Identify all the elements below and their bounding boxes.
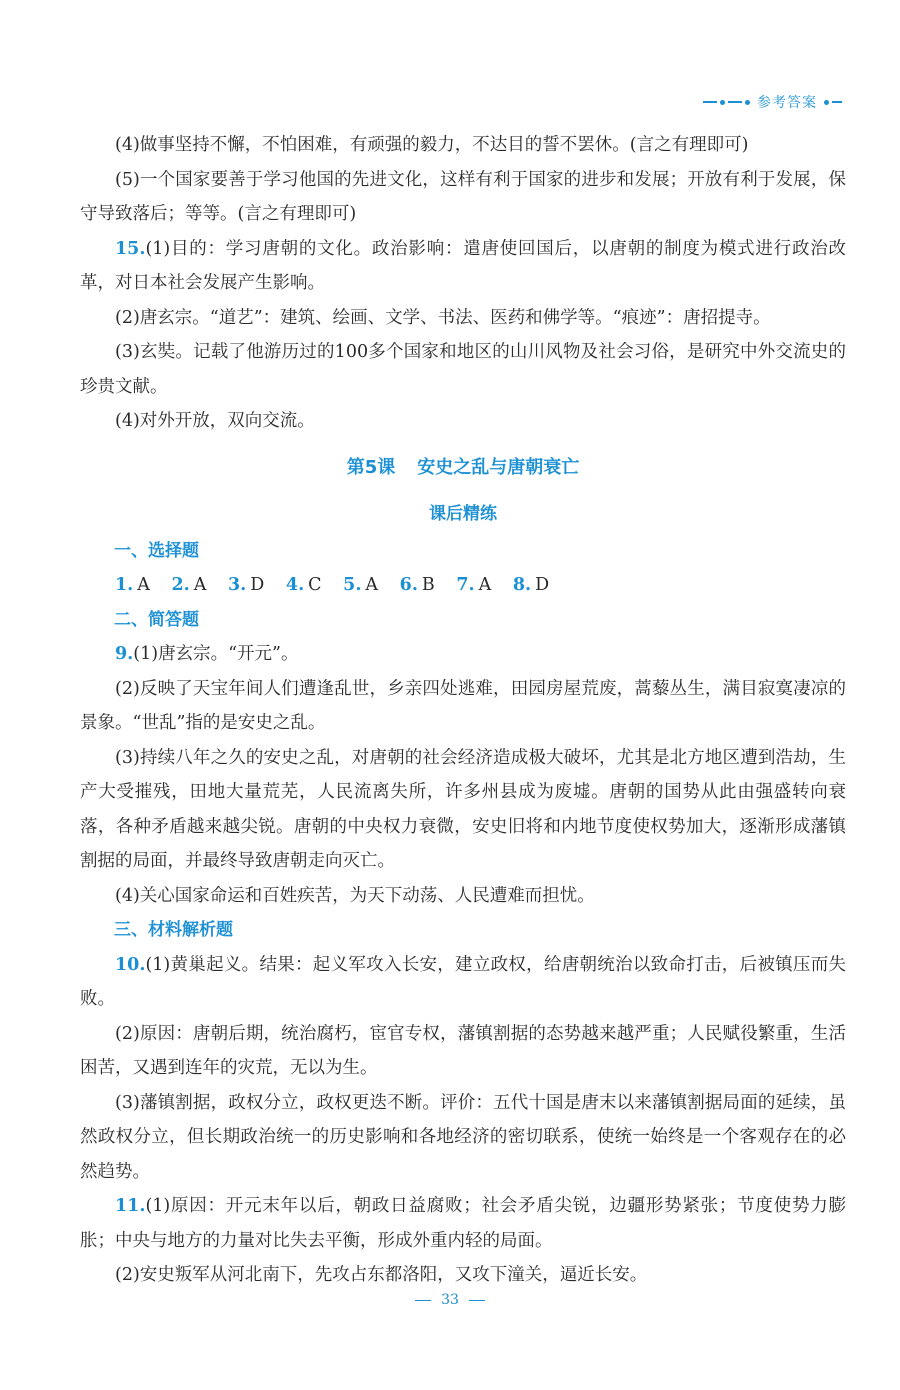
answer-line: (2)安史叛军从河北南下，先攻占东都洛阳，又攻下潼关，逼近长安。: [115, 1265, 648, 1285]
answer-line: (2)反映了天宝年间人们遭逢乱世，乡亲四处逃难，田园房屋荒废，蒿藜丛生，满目寂寞凄凉的景象。“世乱”指的是安史之乱。: [80, 678, 846, 733]
question-number: 10.: [115, 954, 146, 975]
answer-line: (2)唐玄宗。“道艺”：建筑、绘画、文学、书法、医药和佛学等。“痕迹”：唐招提寺。: [115, 307, 771, 328]
answer-line: (5)一个国家要善于学习他国的先进文化，这样有利于国家的进步和发展；开放有利于发展，保守导致落后；等等。(言之有理即可): [80, 169, 846, 224]
answer-line: (4)关心国家命运和百姓疾苦，为天下动荡、人民遭难而担忧。: [115, 885, 595, 906]
page-number: 33: [0, 1292, 900, 1308]
answer-key-tag: [703, 92, 842, 112]
section-heading: 一、选择题: [114, 540, 199, 561]
lesson-title: 第5课 安史之乱与唐朝衰亡: [346, 456, 580, 478]
section-heading: 二、简答题: [114, 609, 199, 630]
answer-line: (2)原因：唐朝后期，统治腐朽，宦官专权，藩镇割据的态势越来越严重；人民赋役繁重，生活困苦，又遇到连年的灾荒，无以为生。: [80, 1023, 846, 1078]
question-number: 11.: [115, 1196, 146, 1216]
question-number: 9.: [115, 644, 134, 664]
multiple-choice-answers: 1. A 2. A 3. D 4. C 5. A 6. B 7. A 8. D: [115, 575, 550, 595]
section-subtitle: 课后精练: [429, 504, 497, 524]
answer-line: (3)藩镇割据，政权分立，政权更迭不断。评价：五代十国是唐末以来藩镇割据局面的延续，虽然政权分立，但长期政治统一的历史影响和各地经济的密切联系，使统一始终是一个客观存在的必然趋势。: [80, 1092, 846, 1182]
question-number: 15.: [115, 238, 146, 259]
answer-line: (3)持续八年之久的安史之乱，对唐朝的社会经济造成极大破坏，尤其是北方地区遭到浩劫，生产大受摧残，田地大量荒芜，人民流离失所，许多州县成为废墟。唐朝的国势从此由强盛转向衰落，各种矛盾越来越尖锐。唐朝的中央权力衰微，安史旧将和内地节度使权势加大，逐渐形成藩镇割据的局面，并最终导致唐朝走向灭亡。: [80, 747, 846, 871]
answer-line: (3)玄奘。记载了他游历过的100多个国家和地区的山川风物及社会习俗，是研究中外交流史的珍贵文献。: [80, 342, 846, 397]
page-content: [80, 128, 846, 1293]
answer-key-label: 参考答案: [757, 95, 817, 111]
answer-line: (4)对外开放，双向交流。: [115, 411, 315, 431]
answer-line: 9.(1)唐玄宗。“开元”。: [115, 644, 299, 664]
answer-line: (4)做事坚持不懈，不怕困难，有顽强的毅力，不达目的誓不罢休。(言之有理即可): [115, 135, 749, 155]
answer-line: 15.(1)目的：学习唐朝的文化。政治影响：遣唐使回国后，以唐朝的制度为模式进行政治改革，对日本社会发展产生影响。: [80, 238, 846, 293]
answer-line: 11.(1)原因：开元末年以后，朝政日益腐败；社会矛盾尖锐，边疆形势紧张；节度使势力膨胀；中央与地方的力量对比失去平衡，形成外重内轻的局面。: [80, 1196, 846, 1251]
section-heading: 三、材料解析题: [114, 920, 233, 940]
answer-line: 10.(1)黄巢起义。结果：起义军攻入长安，建立政权，给唐朝统治以致命打击，后被镇压而失败。: [80, 954, 846, 1009]
